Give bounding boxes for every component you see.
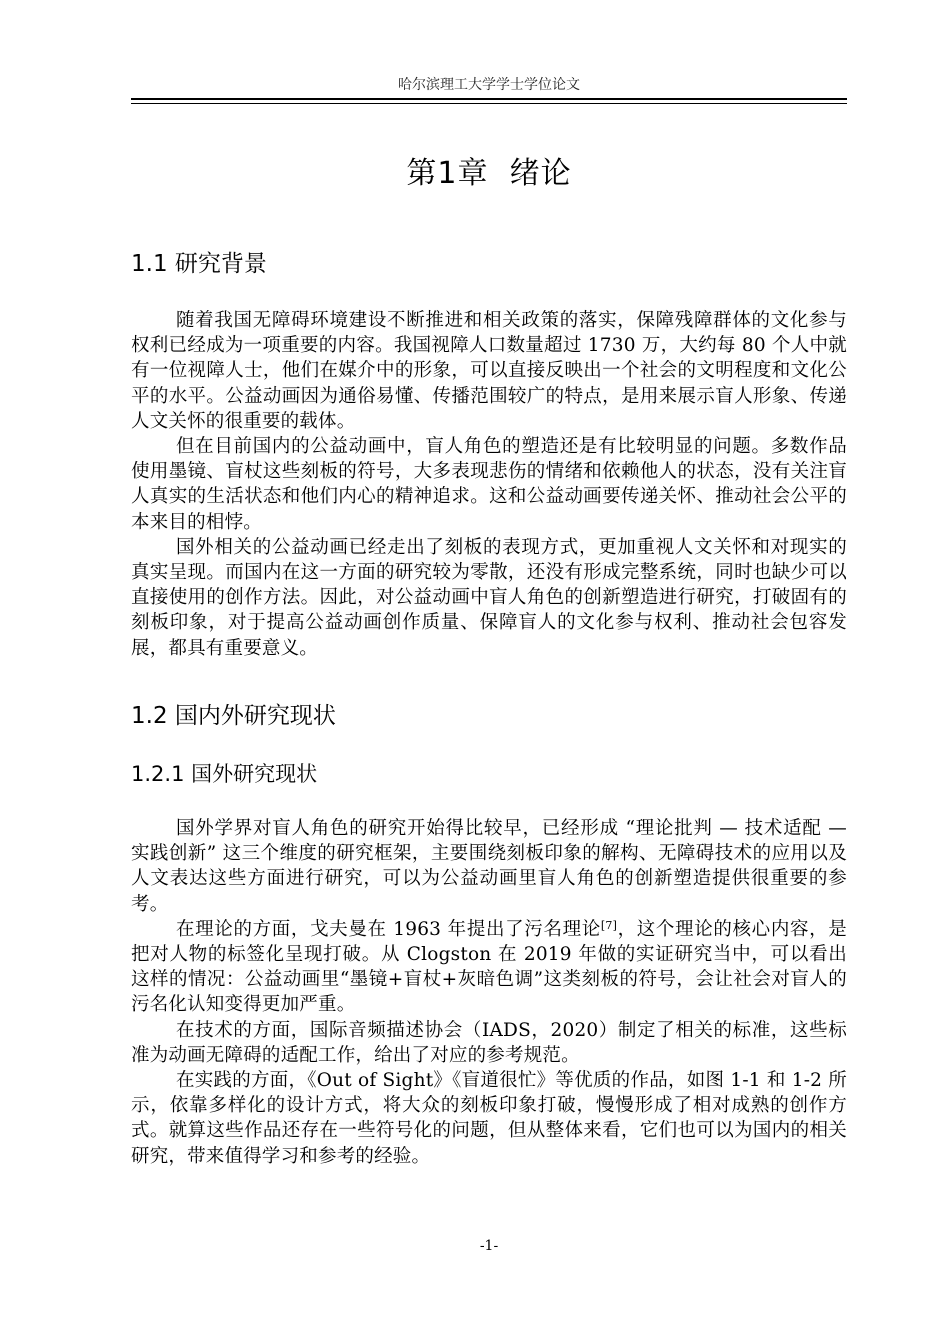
paragraph — [131, 917, 847, 1018]
paragraph: 随着我国无障碍环境建设不断推进和相关政策的落实，保障残障群体的文化参与权利已经成为一项重要的内容。我国视障人口数量超过 1730 万，大约每 80 个人中就有一位视障人士，他们在媒介中的形象，可以直接反映出一个社会的文明程度和文化公平的水平。公益动画因为通俗易懂、传播范围较广的特点，是用来展示盲人形象、传递人文关怀的很重要的载体。 — [131, 310, 847, 432]
paragraph: 国外相关的公益动画已经走出了刻板的表现方式，更加重视人文关怀和对现实的真实呈现。而国内在这一方面的研究较为零散，还没有形成完整系统，同时也缺少可以直接使用的创作方法。因此，对公益动画中盲人角色的创新塑造进行研究，打破固有的刻板印象，对于提高公益动画创作质量、保障盲人的文化参与权利、推动社会包容发展，都具有重要意义。 — [131, 536, 847, 659]
paragraph: 但在目前国内的公益动画中，盲人角色的塑造还是有比较明显的问题。多数作品使用墨镜、盲杖这些刻板的符号，大多表现悲伤的情绪和依赖他人的状态，没有关注盲人真实的生活状态和他们内心的精神追求。这和公益动画要传递关怀、推动社会公平的本来目的相悖。 — [131, 436, 847, 533]
page-number: -1- — [479, 1238, 499, 1254]
header-rule-thick — [131, 98, 847, 100]
section-heading-1-2: 1.2 国内外研究现状 — [131, 703, 336, 729]
header-rule-thin — [131, 103, 847, 104]
section-heading-1-1: 1.1 研究背景 — [131, 251, 267, 277]
paragraph: 国外学界对盲人角色的研究开始得比较早，已经形成 “理论批判 — 技术适配 — 实践创新” 这三个维度的研究框架，主要围绕刻板印象的解构、无障碍技术的应用以及人文表达这些方面进行研究，可以为公益动画里盲人角色的创新塑造提供很重要的参考。 — [131, 818, 847, 915]
paragraph: 在技术的方面，国际音频描述协会（IADS，2020）制定了相关的标准，这些标准为动画无障碍的适配工作，给出了对应的参考规范。 — [131, 1019, 847, 1066]
section-1-2-1-body — [131, 816, 847, 1169]
paragraph-text: ，这个理论的核心内容，是把对人物的标签化呈现打破。从 Clogston 在 2019 年做的实证研究当中，可以看出这样的情况：公益动画里“墨镜+盲杖+灰暗色调”这类刻板的符号，会让社会对盲人的污名化认知变得更加严重。 — [131, 918, 847, 1016]
section-heading-1-2-1: 1.2.1 国外研究现状 — [131, 762, 318, 786]
chapter-title: 第1章 绪论 — [406, 156, 572, 191]
citation-ref: [7] — [600, 918, 618, 932]
running-header: 哈尔滨理工大学学士学位论文 — [398, 77, 580, 93]
paragraph: 在实践的方面，《Out of Sight》《盲道很忙》等优质的作品，如图 1-1 和 1-2 所示，依靠多样化的设计方式，将大众的刻板印象打破，慢慢形成了相对成熟的创作方式。就算这些作品还存在一些符号化的问题，但从整体来看，它们也可以为国内的相关研究，带来值得学习和参考的经验。 — [131, 1070, 847, 1167]
section-1-1-body — [131, 308, 847, 661]
paragraph-text: 在理论的方面，戈夫曼在 1963 年提出了污名理论 — [176, 918, 601, 940]
